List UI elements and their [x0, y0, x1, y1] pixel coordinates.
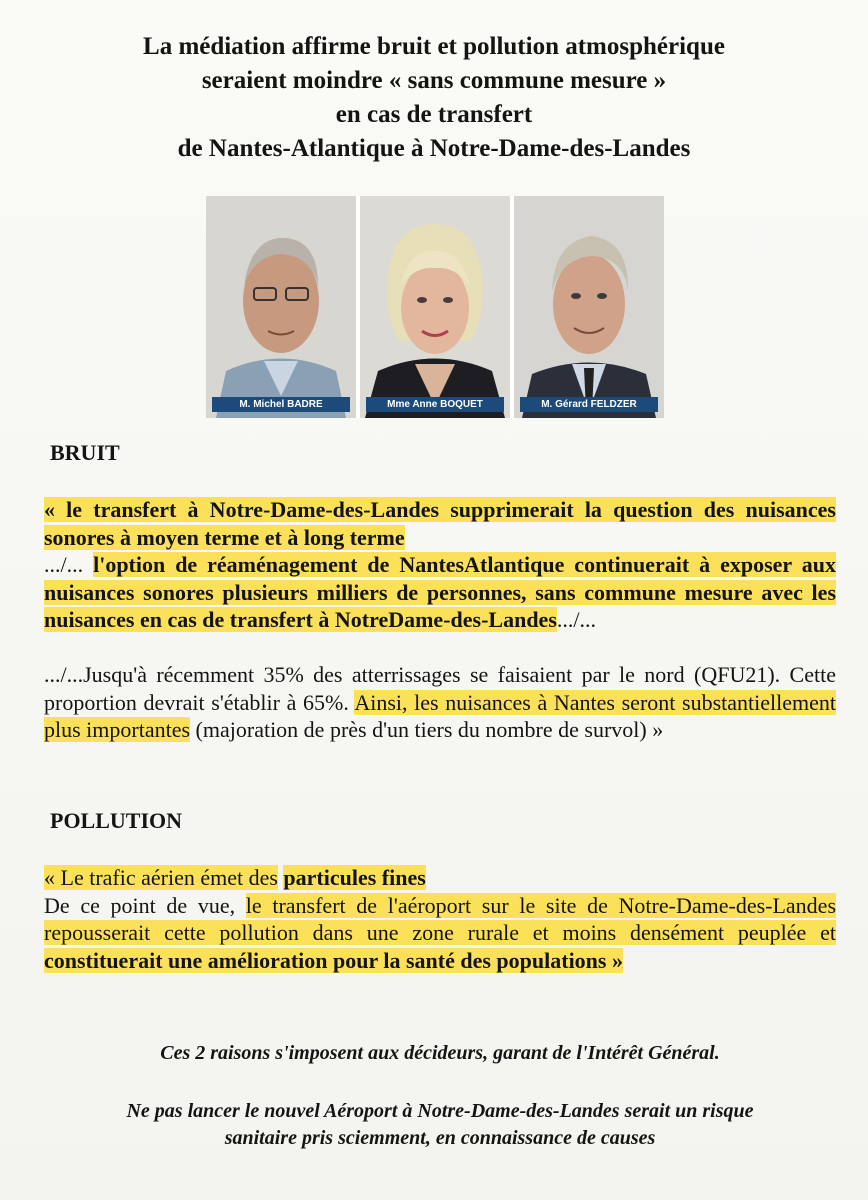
pollution-paragraph-1 — [44, 864, 836, 892]
caption-feldzer: M. Gérard FELDZER — [520, 397, 658, 412]
bruit-paragraph-3 — [44, 661, 836, 744]
portrait-badre — [206, 196, 356, 418]
page-title — [40, 30, 828, 166]
conclusion-warning-line-2: sanitaire pris sciemment, en connaissance de causes — [224, 1127, 656, 1149]
caption-boquet: Mme Anne BOQUET — [366, 397, 504, 412]
person-illustration-1 — [206, 196, 356, 418]
person-illustration-3 — [514, 196, 664, 418]
conclusion-warning — [44, 1098, 836, 1152]
bruit-quote-3: Ainsi, les nuisances à Nantes seront substantiellement plus importantes — [44, 689, 837, 742]
conclusion-warning-line-1: Ne pas lancer le nouvel Aéroport à Notre-Dame-des-Landes serait un risque — [126, 1100, 754, 1122]
title-line-3: en cas de transfert — [335, 101, 533, 128]
bruit-quote-1: « le transfert à Notre-Dame-des-Landes supprimerait la question des nuisances sonores à moyen terme et à long terme — [44, 497, 836, 550]
person-illustration-2 — [360, 196, 510, 418]
bruit-overflight-note: (majoration de près d'un tiers du nombre de survol) » — [195, 717, 664, 742]
pollution-quote-2: le transfert de l'aéroport sur le site de Notre-Dame-des-Landes repousserait cette pollution dans une zone rurale et moins densément peuplée et — [44, 892, 837, 945]
pollution-quote-1: « Le trafic aérien émet des — [44, 865, 278, 890]
mediators-photo — [206, 196, 664, 418]
title-line-1: La médiation affirme bruit et pollution atmosphérique — [143, 33, 725, 60]
conclusion-statement: Ces 2 raisons s'imposent aux décideurs, garant de l'Intérêt Général. — [160, 1042, 720, 1064]
pollution-intro: De ce point de vue, — [44, 892, 236, 918]
title-line-4: de Nantes-Atlantique à Notre-Dame-des-Landes — [177, 135, 691, 162]
bruit-paragraph-1 — [44, 496, 836, 551]
pollution-health-claim: constituerait une amélioration pour la santé des populations » — [44, 947, 623, 973]
bruit-landing-stats: .../...Jusqu'à récemment 35% des atterrissages se faisaient par le nord (QFU21). Cette proportion devrait s'établir à 65%. — [44, 662, 836, 715]
caption-badre: M. Michel BADRE — [212, 397, 350, 412]
section-heading-bruit: BRUIT — [50, 440, 120, 465]
bruit-ellipsis-prefix: .../... — [44, 552, 84, 577]
portrait-boquet — [360, 196, 510, 418]
title-line-2: seraient moindre « sans commune mesure » — [201, 67, 667, 94]
section-heading-pollution: POLLUTION — [50, 808, 183, 833]
bruit-paragraph-2 — [44, 551, 836, 634]
bruit-ellipsis-suffix: .../... — [556, 607, 596, 632]
pollution-particules: particules fines — [283, 865, 426, 890]
portrait-feldzer — [514, 196, 664, 418]
pollution-paragraph-2 — [44, 892, 836, 975]
bruit-quote-2: l'option de réaménagement de NantesAtlantique continuerait à exposer aux nuisances sonores plusieurs milliers de personnes, sans commune mesure avec les nuisances en cas de transfert à NotreDame-des-Landes — [44, 552, 836, 632]
